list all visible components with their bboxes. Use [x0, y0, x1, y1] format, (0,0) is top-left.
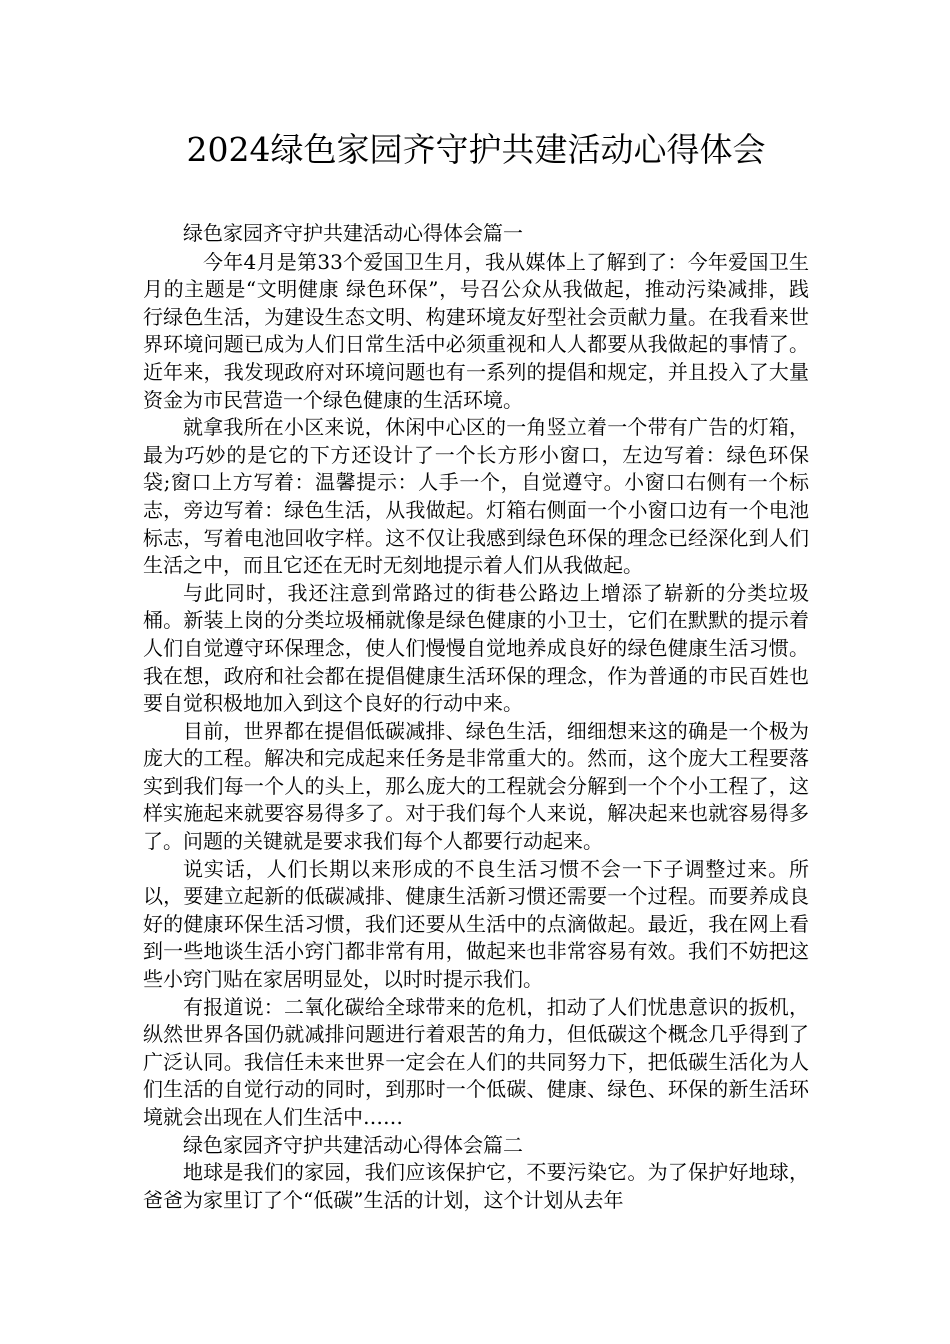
document-title: 2024绿色家园齐守护共建活动心得体会 — [186, 130, 766, 169]
paragraph: 地球是我们的家园，我们应该保护它，不要污染它。为了保护好地球，爸爸为家里订了个“低碳”生活的计划，这个计划从去年 — [143, 1160, 809, 1212]
section-heading: 绿色家园齐守护共建活动心得体会篇一 — [183, 221, 523, 245]
paragraph: 今年4月是第33个爱国卫生月，我从媒体上了解到了：今年爱国卫生月的主题是“文明健康 绿色环保”，号召公众从我做起，推动污染减排，践行绿色生活，为建设生态文明、构建环境友好型社会贡献力量。在我看来世界环境问题已成为人们日常生活中必须重视和人人都要从我做起的事情了。近年来，我发现政府对环境问题也有一系列的提倡和规定，并且投入了大量资金为市民营造一个绿色健康的生活环境。 — [143, 249, 809, 412]
paragraph: 说实话，人们长期以来形成的不良生活习惯不会一下子调整过来。所以，要建立起新的低碳减排、健康生活新习惯还需要一个过程。而要养成良好的健康环保生活习惯，我们还要从生活中的点滴做起。最近，我在网上看到一些地谈生活小窍门都非常有用，做起来也非常容易有效。我们不妨把这些小窍门贴在家居明显处，以时时提示我们。 — [143, 856, 809, 992]
paragraph: 目前，世界都在提倡低碳减排、绿色生活，细细想来这的确是一个极为庞大的工程。解决和完成起来任务是非常重大的。然而，这个庞大工程要落实到我们每一个人的头上，那么庞大的工程就会分解到一个个小工程了，这样实施起来就要容易得多了。对于我们每个人来说，解决起来也就容易得多了。问题的关键就是要求我们每个人都要行动起来。 — [143, 718, 809, 854]
section-1 — [143, 220, 809, 1132]
section-heading: 绿色家园齐守护共建活动心得体会篇二 — [183, 1132, 523, 1157]
paragraph: 就拿我所在小区来说，休闲中心区的一角竖立着一个带有广告的灯箱，最为巧妙的是它的下方还设计了一个长方形小窗口，左边写着：绿色环保袋;窗口上方写着：温馨提示：人手一个，自觉遵守。小窗口右侧有一个标志，旁边写着：绿色生活，从我做起。灯箱右侧面一个小窗口边有一个电池标志，写着电池回收字样。这不仅让我感到绿色环保的理念已经深化到人们生活之中，而且它还在无时无刻地提示着人们从我做起。 — [143, 415, 809, 578]
section-2 — [143, 1132, 809, 1215]
paragraph: 与此同时，我还注意到常路过的街巷公路边上增添了崭新的分类垃圾桶。新装上岗的分类垃圾桶就像是绿色健康的小卫士，它们在默默的提示着人们自觉遵守环保理念，使人们慢慢自觉地养成良好的绿色健康生活习惯。我在想，政府和社会都在提倡健康生活环保的理念，作为普通的市民百姓也要自觉积极地加入到这个良好的行动中来。 — [143, 580, 809, 716]
paragraph: 有报道说：二氧化碳给全球带来的危机，扣动了人们忧患意识的扳机，纵然世界各国仍就减排问题进行着艰苦的角力，但低碳这个概念几乎得到了广泛认同。我信任未来世界一定会在人们的共同努力下，把低碳生活化为人们生活的自觉行动的同时，到那时一个低碳、健康、绿色、环保的新生活环境就会出现在人们生活中…… — [143, 994, 809, 1129]
document-page — [143, 122, 809, 1214]
